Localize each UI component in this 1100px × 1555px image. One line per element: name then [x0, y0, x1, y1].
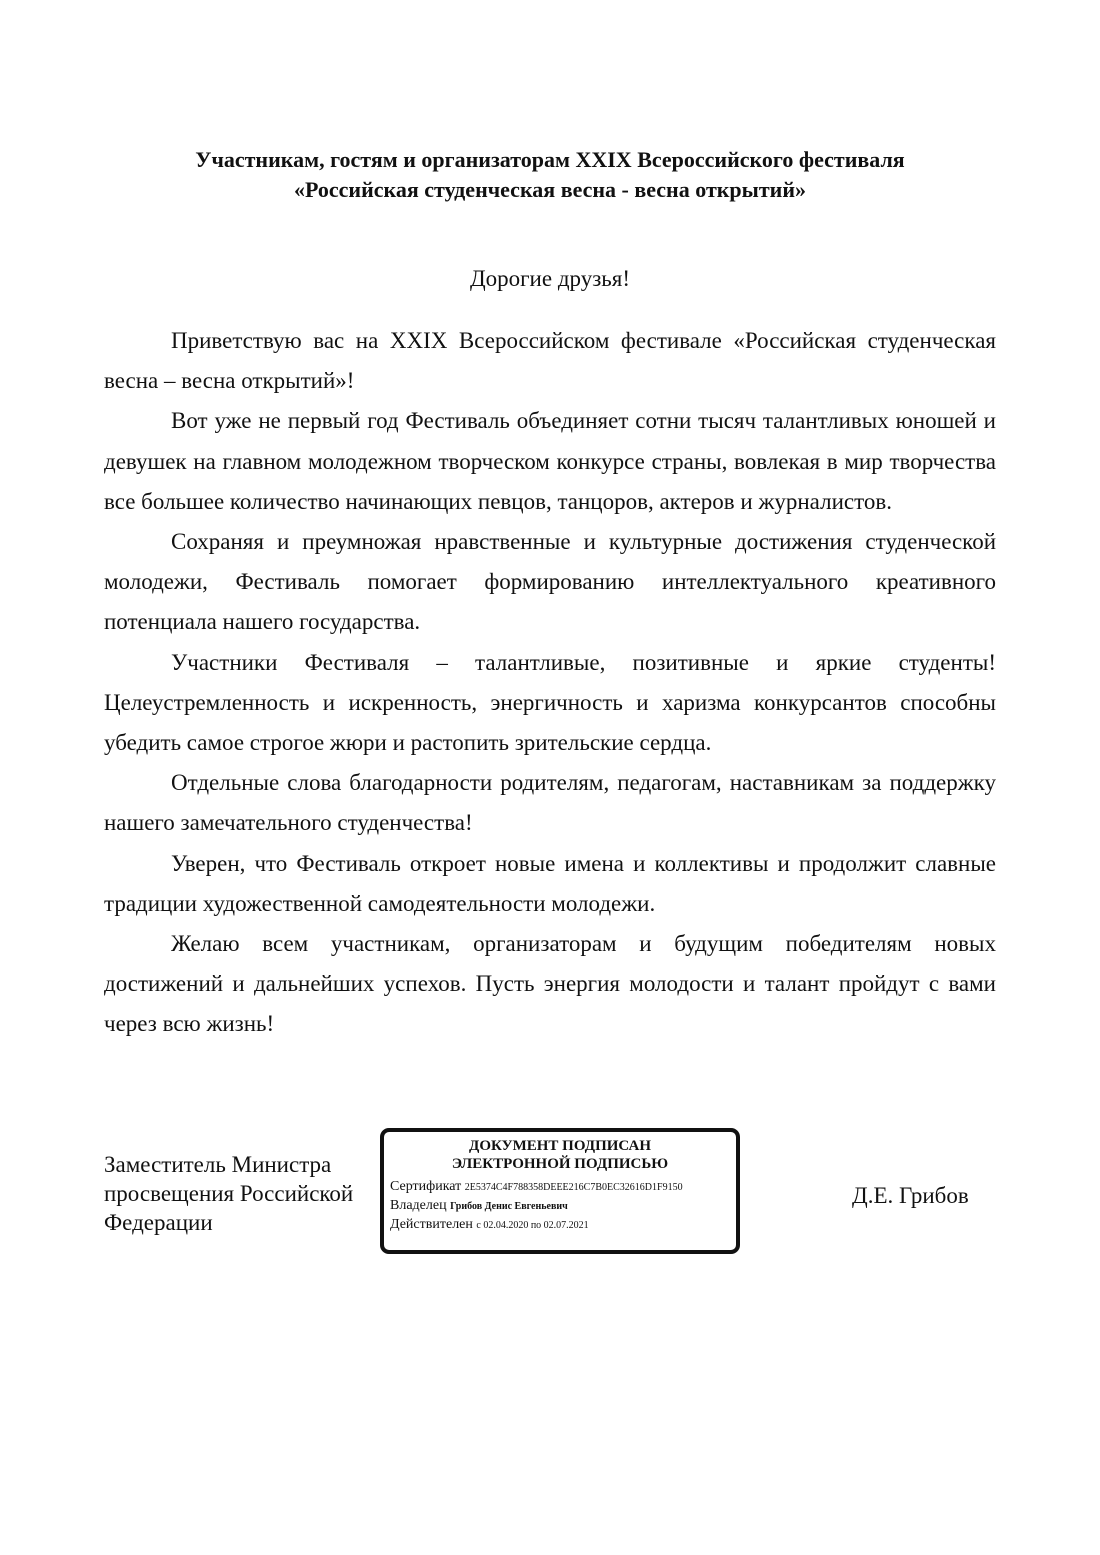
document-title-line-2: «Российская студенческая весна - весна открытий» [294, 177, 806, 202]
signatory-position-line: просвещения Российской [104, 1181, 354, 1206]
stamp-validity-row [390, 1216, 736, 1235]
stamp-details [384, 1178, 736, 1235]
greeting: Дорогие друзья! [469, 266, 631, 291]
stamp-owner-row [390, 1197, 736, 1216]
paragraph: Уверен, что Фестиваль откроет новые имена и коллективы и продолжит славные традиции художественной самодеятельности молодежи. [104, 850, 996, 916]
signatory-position-line: Заместитель Министра [104, 1152, 332, 1177]
paragraph: Приветствую вас на XXIX Всероссийском фестивале «Российская студенческая весна – весна открытий»! [104, 328, 996, 394]
signatory-name: Д.Е. Грибов [852, 1183, 969, 1208]
stamp-certificate-value: 2E5374C4F788358DEEE216C7B0EC32616D1F9150 [464, 1182, 683, 1193]
signatory-position-line: Федерации [104, 1210, 213, 1235]
paragraph: Вот уже не первый год Фестиваль объединяет сотни тысяч талантливых юношей и девушек на главном молодежном творческом конкурсе страны, вовлекая в мир творчества все большее количество начинающих певцов, танцоров, актеров и журналистов. [104, 408, 996, 514]
letter-body [104, 321, 996, 1045]
paragraph: Участники Фестиваля – талантливые, позитивные и яркие студенты! Целеустремленность и искренность, энергичность и харизма конкурсантов способны убедить самое строгое жюри и растопить зрительские сердца. [104, 649, 996, 756]
stamp-validity-label: Действителен [390, 1217, 473, 1232]
stamp-certificate-row [390, 1178, 736, 1197]
document-title-line-1: Участникам, гостям и организаторам XXIX Всероссийского фестиваля [195, 147, 905, 172]
document-title [104, 145, 996, 205]
stamp-certificate-label: Сертификат [390, 1179, 462, 1194]
electronic-signature-stamp [380, 1128, 740, 1254]
stamp-owner-label: Владелец [390, 1198, 447, 1213]
paragraph: Отдельные слова благодарности родителям, педагогам, наставникам за поддержку нашего замечательного студенчества! [104, 770, 996, 836]
stamp-header-line-2: ЭЛЕКТРОННОЙ ПОДПИСЬЮ [451, 1156, 669, 1172]
stamp-owner-value: Грибов Денис Евгеньевич [450, 1201, 568, 1212]
paragraph: Сохраняя и преумножая нравственные и культурные достижения студенческой молодежи, Фестиваль помогает формированию интеллектуального креативного потенциала нашего государства. [104, 529, 996, 635]
signatory-position [104, 1150, 384, 1237]
paragraph: Желаю всем участникам, организаторам и будущим победителям новых достижений и дальнейших успехов. Пусть энергия молодости и талант пройдут с вами через всю жизнь! [104, 931, 996, 1037]
stamp-validity-value: с 02.04.2020 по 02.07.2021 [476, 1220, 589, 1231]
stamp-header [384, 1137, 736, 1173]
stamp-header-line-1: ДОКУМЕНТ ПОДПИСАН [469, 1138, 651, 1154]
